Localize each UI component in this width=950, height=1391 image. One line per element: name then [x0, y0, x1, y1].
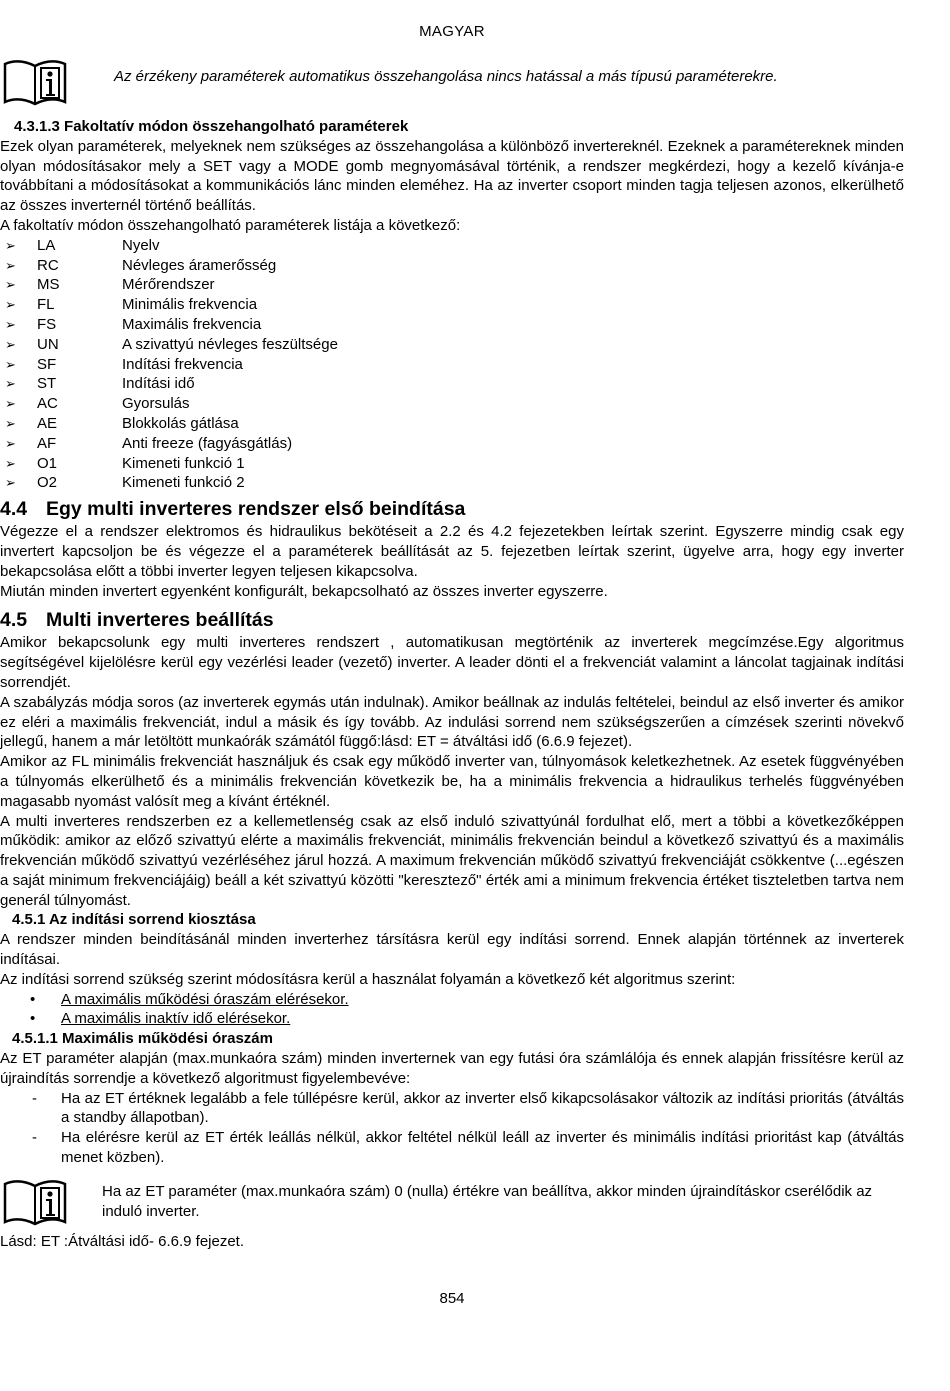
see-also-reference: Lásd: ET :Átváltási idő- 6.6.9 fejezet. [0, 1232, 245, 1250]
param-code: UN [37, 335, 59, 353]
heading-4-5-1-1: 4.5.1.1 Maximális működési óraszám [12, 1030, 273, 1048]
heading-text: Multi inverteres beállítás [46, 609, 274, 632]
info-note-bottom-text: Ha az ET paraméter (max.munkaóra szám) 0 (nulla) értékre van beállítva, akkor minden újraindításkor cserélődik az induló inverter. [102, 1182, 873, 1220]
arrow-bullet-icon: ➢ [5, 396, 16, 412]
info-note-bottom [0, 1176, 904, 1232]
list-item [0, 236, 904, 256]
arrow-bullet-icon: ➢ [5, 376, 16, 392]
arrow-bullet-icon: ➢ [5, 257, 16, 273]
paragraph-list-intro: A fakoltatív módon összehangolható paraméterek listája a következő: [0, 216, 461, 234]
list-item [0, 473, 904, 493]
arrow-bullet-icon: ➢ [5, 455, 16, 471]
param-code: FS [37, 315, 57, 333]
param-code: O1 [37, 454, 58, 472]
param-name: Nyelv [122, 236, 160, 254]
list-item [0, 374, 904, 394]
param-name: A szivattyú névleges feszültsége [122, 335, 338, 353]
main-content [0, 117, 904, 1252]
arrow-bullet-icon: ➢ [5, 237, 16, 253]
param-code: MS [37, 276, 60, 294]
heading-4-4 [0, 496, 904, 522]
list-item [0, 1009, 904, 1029]
list-item [0, 355, 904, 375]
param-name: Indítási frekvencia [122, 355, 243, 373]
manual-info-icon [3, 1178, 67, 1226]
arrow-bullet-icon: ➢ [5, 415, 16, 431]
list-item [0, 414, 904, 434]
paragraph-serial-control: A szabályzás módja soros (az inverterek egymás után indulnak). Amikor beállnak az indulás feltételei, beindul az első inverter és amikor ez eléri a maximális frekvenciát, indul a másik és így tovább. Az indulási sorrend nem szükségszerűen a címzések szerinti növekvő jellegű, hanem a már letöltött munkaórák számától függő:lásd: ET = átváltási idő (6.6.9 fejezet). [0, 693, 904, 751]
arrow-bullet-icon: ➢ [5, 435, 16, 451]
algorithm-text: A maximális inaktív idő elérésekor. [61, 1010, 291, 1028]
param-name: Kimeneti funkció 1 [122, 454, 245, 472]
bullet-icon: • [30, 1010, 36, 1028]
list-item [0, 454, 904, 474]
dash-bullet: - [32, 1089, 37, 1107]
arrow-bullet-icon: ➢ [5, 475, 16, 491]
paragraph-configure-all: Miután minden invertert egyenként konfigurált, bekapcsolható az összes inverter egyszerre. [0, 582, 608, 600]
bullet-icon: • [30, 990, 36, 1008]
paragraph-addressing: Amikor bekapcsolunk egy multi inverteres rendszert , automatikusan megtörténik az inverterek megcímzése.Egy algoritmus segítségével kijelölésre kerül egy vezérlési leader (vezető) inverter. A leader dönti el a frekvenciát valamint a láncolat tagjainak indítási sorrendjét. [0, 634, 904, 691]
list-item [0, 434, 904, 454]
list-item [0, 990, 904, 1010]
paragraph-first-startup: Végezze el a rendszer elektromos és hidraulikus bekötéseit a 2.2 és 4.2 fejezetekben leírtak szerint. Egyszerre mindig csak egy invertert kapcsoljon be és végezze el a paraméterek beállítását az 5. fejezetben leírtak szerint, ügyelve arra, hogy egy inverter bekapcsolása előtt a többi inverter legyen teljesen kikapcsolva. [0, 523, 904, 580]
param-name: Blokkolás gátlása [122, 414, 239, 432]
page-header-language: MAGYAR [419, 23, 485, 40]
heading-number: 4.4 [0, 498, 28, 521]
param-code: AF [37, 434, 57, 452]
list-item [0, 256, 904, 276]
rule-text: Ha elérésre kerül az ET érték leállás nélkül, akkor feltétel nélkül leáll az inverter és minimális indítási prioritást kap (átváltás menet közben). [61, 1129, 904, 1167]
paragraph-run-hours: Az ET paraméter alapján (max.munkaóra szám) minden inverternek van egy futási óra számlálója és ennek alapján frissítésre kerül az újraindítás sorrendje a következő algoritmust figyelembevéve: [0, 1050, 904, 1087]
param-name: Gyorsulás [122, 395, 190, 413]
arrow-bullet-icon: ➢ [5, 356, 16, 372]
param-name: Névleges áramerősség [122, 256, 277, 274]
algorithm-text: A maximális működési óraszám elérésekor. [61, 990, 349, 1008]
rule-text: Ha az ET értéknek legalább a fele túllépésre kerül, akkor az inverter első kikapcsolásakor változik az indítási prioritás (átváltás a standby állapotban). [61, 1089, 904, 1127]
paragraph-overpressure: Amikor az FL minimális frekvenciát használjuk és csak egy működő inverter van, túlnyomások keletkezhetnek. Az esetek függvényében a túlnyomás elkerülhető és a minimális frekvencián következik be, ha a minimális frekvencia a hidraulikus terhelés függvényében magasabb nyomást valósít meg a kívánt értéknél. [0, 753, 904, 810]
parameter-list [0, 236, 904, 493]
param-name: Mérőrendszer [122, 276, 215, 294]
list-item [0, 275, 904, 295]
page-number: 854 [439, 1290, 465, 1307]
list-item [0, 1089, 904, 1129]
param-code: LA [37, 236, 56, 254]
heading-4-3-1-3: 4.3.1.3 Fakoltatív módon összehangolható paraméterek [14, 118, 409, 135]
param-code: FL [37, 296, 55, 314]
param-code: RC [37, 256, 59, 274]
heading-4-5-1: 4.5.1 Az indítási sorrend kiosztása [12, 911, 256, 929]
heading-4-5 [0, 607, 904, 633]
arrow-bullet-icon: ➢ [5, 336, 16, 352]
info-note-top-text: Az érzékeny paraméterek automatikus összehangolása nincs hatással a más típusú paraméterekre. [114, 68, 778, 85]
paragraph-multi-system: A multi inverteres rendszerben ez a kellemetlenség csak az első induló szivattyúnál fordulhat elő, mert a többi a következőképpen működik: amikor az előző szivattyú elérte a maximális frekvenciát, minimális frekvencián beindul a következő szivattyú és a maximális frekvencián működő szivattyú vezérléséhez járul hozzá. A maximum frekvencián működő szivattyú frekvenciáját csökkentve (...egészen a saját minimum frekvenciájáig) beáll a két szivattyú közötti "keresztező" érték ami a minimum frekvencia értéket tiszteletben tartva nem generál túlnyomást. [0, 812, 904, 909]
param-name: Maximális frekvencia [122, 315, 262, 333]
arrow-bullet-icon: ➢ [5, 316, 16, 332]
heading-number: 4.5 [0, 609, 28, 632]
param-name: Indítási idő [122, 375, 195, 393]
list-item [0, 295, 904, 315]
param-code: SF [37, 355, 57, 373]
list-item [0, 315, 904, 335]
param-code: AC [37, 395, 58, 413]
param-code: O2 [37, 474, 58, 492]
param-code: AE [37, 414, 58, 432]
paragraph-order-algorithms: Az indítási sorrend szükség szerint módosításra kerül a használat folyamán a következő két algoritmus szerint: [0, 970, 736, 988]
paragraph-optional-params: Ezek olyan paraméterek, melyeknek nem szükséges az összehangolása a különböző invertereknél. Ezeknek a paramétereknek minden olyan módosításakor mely a SET vagy a MODE gomb megnyomásával történik, a rendszer megkérdezi, hogy a kezelő kívánja-e továbbítani a módosításokat a kommunikációs lánc minden eleméhez. Ha az inverter csoport minden tagja teljesen azonos, elkerülhető az összes inverternél történő beállítás. [0, 137, 904, 215]
heading-text: Egy multi inverteres rendszer első beindítása [46, 498, 466, 521]
param-code: ST [37, 375, 57, 393]
list-item [0, 394, 904, 414]
param-name: Minimális frekvencia [122, 296, 258, 314]
algorithm-list [0, 990, 904, 1030]
rule-list [0, 1089, 904, 1168]
param-name: Anti freeze (fagyásgátlás) [122, 434, 293, 452]
list-item [0, 335, 904, 355]
param-name: Kimeneti funkció 2 [122, 474, 245, 492]
arrow-bullet-icon: ➢ [5, 297, 16, 313]
list-item [0, 1128, 904, 1168]
manual-info-icon [3, 58, 67, 106]
arrow-bullet-icon: ➢ [5, 277, 16, 293]
paragraph-start-order: A rendszer minden beindításánál minden inverterhez társításra kerül egy indítási sorrend. Ennek alapján történnek az inverterek indításai. [0, 931, 904, 969]
dash-bullet: - [32, 1129, 37, 1147]
